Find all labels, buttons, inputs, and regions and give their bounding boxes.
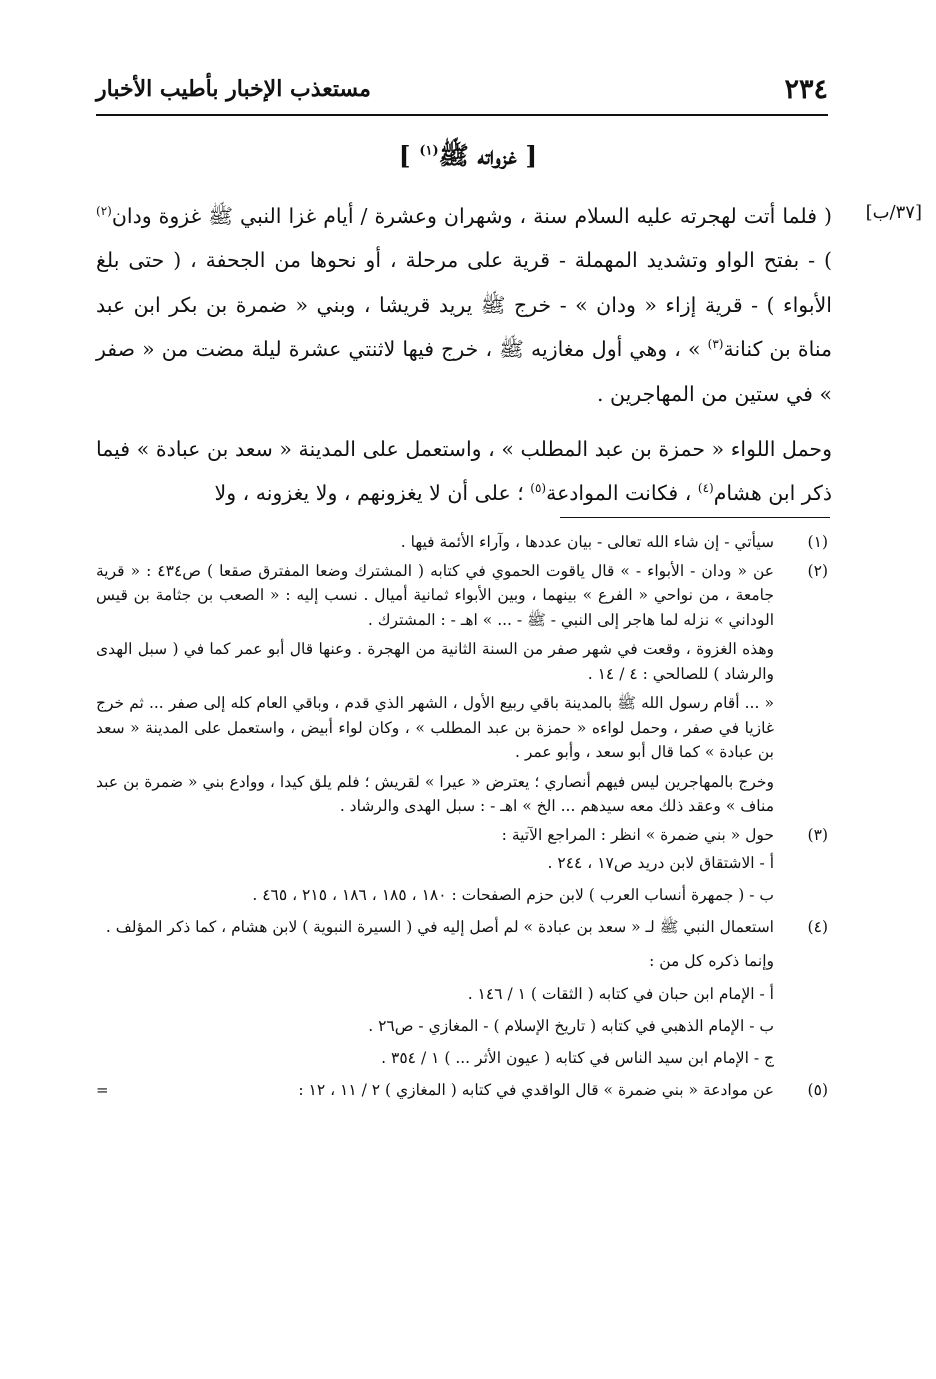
footnote-text: عن موادعة « بني ضمرة » قال الواقدي في كتابه ( المغازي ) ٢ / ١١ ، ١٢ : bbox=[298, 1080, 774, 1099]
reference-item: أ - الإمام ابن حبان في كتابه ( الثقات ) ١ / ١٤٦ . bbox=[467, 984, 774, 1003]
footnote-number: (٤) bbox=[807, 918, 828, 936]
footnote-number: (٥) bbox=[807, 1080, 828, 1099]
footnote-text: حول « بني ضمرة » انظر : المراجع الآتية : bbox=[501, 825, 774, 844]
page-number: ٢٣٤ bbox=[784, 74, 828, 105]
reference-item: ج - الإمام ابن سيد الناس في كتابه ( عيون الأثر ... ) ١ / ٣٥٤ . bbox=[381, 1048, 774, 1067]
footnote-3 bbox=[96, 823, 828, 912]
text-run: » ، وهي أول مغازيه ﷺ ، خرج فيها لاثنتي عشرة ليلة مضت من « صفر » في ستين من المهاجرين . bbox=[96, 337, 832, 406]
reference-item: ب - الإمام الذهبي في كتابه ( تاريخ الإسلام ) - المغازي - ص٢٦ . bbox=[368, 1016, 774, 1035]
paragraph bbox=[96, 427, 832, 516]
footnotes bbox=[96, 530, 828, 1102]
section-title bbox=[0, 140, 936, 177]
footnote-1 bbox=[96, 530, 828, 555]
footnote-ref: (٤) bbox=[697, 481, 714, 496]
footnote-number: (٢) bbox=[807, 561, 828, 580]
footnote-text: وخرج بالمهاجرين ليس فيهم أنصاري ؛ يعترض « عيرا » لقريش ؛ فلم يلق كيدا ، ووادع بني « ضمرة بن عبد مناف » وعقد ذلك معه سيدهم ... الخ » اهـ - : سبل الهدى والرشاد . bbox=[96, 772, 774, 815]
footnote-ref: (٥) bbox=[530, 481, 547, 496]
main-text bbox=[96, 194, 832, 516]
footnote-ref: (١) bbox=[419, 143, 439, 159]
footnote-text: وهذه الغزوة ، وقعت في شهر صفر من السنة الثانية من الهجرة . وعنها قال أبو عمر كما في ( سبل الهدى والرشاد ) للصالحي : ٤ / ١٤ . bbox=[96, 640, 774, 683]
book-title: مستعذب الإخبار بأطيب الأخبار bbox=[96, 76, 371, 102]
footnote-number: (١) bbox=[807, 533, 828, 551]
reference-item: ب - ( جمهرة أنساب العرب ) لابن حزم الصفحات : ١٨٠ ، ١٨٥ ، ١٨٦ ، ٢١٥ ، ٤٦٥ . bbox=[252, 886, 774, 904]
footnote-number: (٣) bbox=[807, 825, 828, 844]
footnote-ref: (٣) bbox=[707, 337, 724, 352]
footnote-text: وإنما ذكره كل من : bbox=[649, 951, 774, 970]
text-run: ؛ على أن لا يغزونهم ، ولا يغزونه ، ولا bbox=[214, 481, 531, 506]
footnote-2 bbox=[96, 559, 828, 819]
paragraph bbox=[96, 194, 832, 416]
section-title-bracket: ] bbox=[398, 141, 420, 170]
footnote-separator bbox=[560, 517, 830, 518]
section-title-text: [ غزواته ﷺ bbox=[438, 141, 538, 170]
continuation-mark: = bbox=[96, 1080, 109, 1099]
footnote-4 bbox=[96, 915, 828, 1074]
footnote-text: سيأتي - إن شاء الله تعالى - بيان عددها ، وآراء الأئمة فيها . bbox=[400, 533, 774, 551]
footnote-text: عن « ودان - الأبواء - » قال ياقوت الحموي في كتابه ( المشترك وضعا المفترق صقعا ) ص٤٣٤ : « قرية جامعة ، من نواحي « الفرع » بينهما ، وبين الأبواء ثمانية أميال . نسب إليه : « الصعب بن جثامة بن قيس الوداني » نزله لما هاجر إلى النبي - ﷺ - ... » اهـ - : المشترك . bbox=[96, 561, 774, 629]
footnote-text: « ... أقام رسول الله ﷺ بالمدينة باقي ربيع الأول ، الشهر الذي قدم ، وباقي العام كله إلى صفر ... ثم خرج غازيا في صفر ، وحمل لواءه « حمزة بن عبد المطلب » ، وكان لواء أبيض ، واستعمل على المدينة « سعد بن عبادة » كما قال أبو سعد ، وأبو عمر . bbox=[96, 694, 774, 761]
reference-list bbox=[96, 847, 774, 911]
text-run: ) - بفتح الواو وتشديد المهملة - قرية على مرحلة ، أو نحوها من الجحفة ، ( حتى بلغ الأبواء ) - قرية إزاء « ودان » - خرج ﷺ يريد قريشا ، وبني « ضمرة بن بكر ابن عبد مناة بن كنانة bbox=[96, 248, 832, 362]
running-header bbox=[96, 74, 828, 116]
manuscript-folio-marker: [٣٧/ب] bbox=[865, 202, 922, 223]
footnote-5 bbox=[96, 1078, 828, 1103]
reference-list bbox=[96, 978, 774, 1074]
text-run: ( فلما أتت لهجرته عليه السلام سنة ، وشهران وعشرة / أيام غزا النبي ﷺ غزوة ودان bbox=[111, 204, 832, 228]
footnote-text: استعمال النبي ﷺ لـ « سعد بن عبادة » لم أصل إليه في ( السيرة النبوية ) لابن هشام ، كما ذكر المؤلف . bbox=[105, 918, 774, 936]
footnote-ref: (٢) bbox=[96, 204, 112, 219]
reference-item: أ - الاشتقاق لابن دريد ص١٧ ، ٢٤٤ . bbox=[547, 854, 774, 872]
text-run: ، فكانت الموادعة bbox=[546, 481, 698, 506]
text-run: وحمل اللواء « حمزة بن عبد المطلب » ، واستعمل على المدينة « سعد بن عبادة » فيما ذكر ابن هشام bbox=[96, 437, 832, 506]
